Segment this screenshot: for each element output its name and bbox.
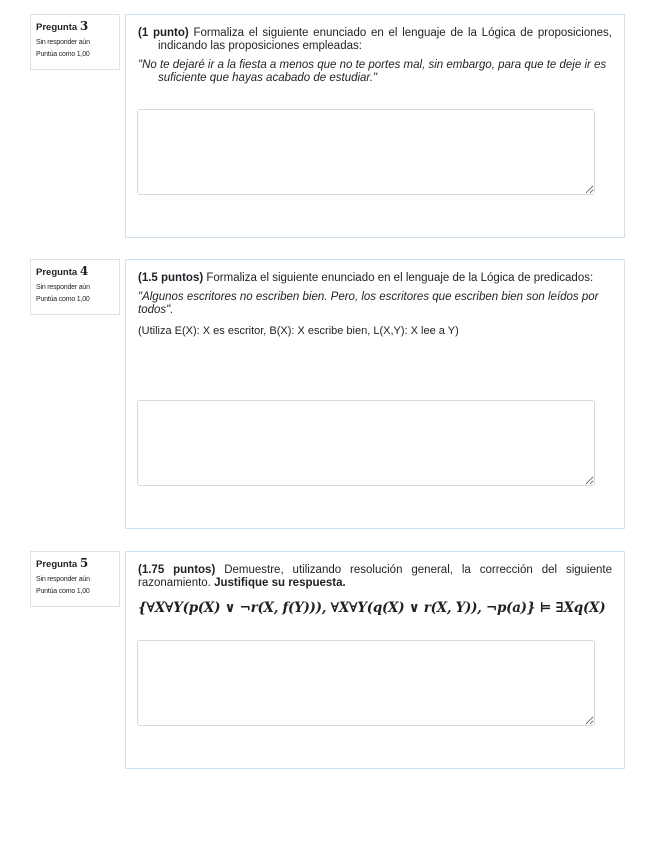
- question-statement: [138, 27, 612, 53]
- question-label: Pregunta: [36, 559, 78, 570]
- answer-textarea-3[interactable]: [137, 109, 595, 195]
- question-text: Formaliza el siguiente enunciado en el lenguaje de la Lógica de proposiciones, indicando las proposiciones empleadas:: [158, 27, 612, 52]
- question-text: Formaliza el siguiente enunciado en el lenguaje de la Lógica de predicados:: [203, 272, 594, 284]
- question-number: [36, 19, 114, 33]
- question-state: Sin responder aún: [36, 39, 90, 46]
- question-statement: [138, 564, 612, 590]
- answer-textarea-5[interactable]: [137, 640, 595, 726]
- question-content-5: [125, 551, 625, 769]
- question-number-value: 4: [79, 264, 89, 278]
- question-state: Sin responder aún: [36, 284, 90, 291]
- question-quote: "Algunos escritores no escriben bien. Pero, los escritores que escriben bien son leídos por todos".: [138, 291, 599, 316]
- question-grade: Puntúa como 1,00: [36, 588, 90, 595]
- question-number: [36, 556, 114, 570]
- question-formula: {∀X∀Y(p(X) ∨ ¬r(X, f(Y))), ∀X∀Y(q(X) ∨ r(X, Y)), ¬p(a)} ⊨ ∃Xq(X): [138, 600, 606, 616]
- question-number-value: 5: [79, 556, 89, 570]
- question-content-4: [125, 259, 625, 529]
- question-grade: Puntúa como 1,00: [36, 51, 90, 58]
- question-info-3: [30, 14, 120, 70]
- question-hint: (Utiliza E(X): X es escritor, B(X): X escribe bien, L(X,Y): X lee a Y): [138, 325, 459, 337]
- answer-textarea-4[interactable]: [137, 400, 595, 486]
- question-points: (1.75 puntos): [138, 564, 216, 576]
- question-emphasis: Justifique su respuesta.: [214, 577, 346, 589]
- question-statement: [138, 272, 612, 285]
- question-points: (1 punto): [138, 27, 189, 39]
- question-grade: Puntúa como 1,00: [36, 296, 90, 303]
- question-info-4: [30, 259, 120, 315]
- question-info-5: [30, 551, 120, 607]
- question-number: [36, 264, 114, 278]
- question-label: Pregunta: [36, 22, 78, 33]
- question-points: (1.5 puntos): [138, 272, 204, 284]
- question-state: Sin responder aún: [36, 576, 90, 583]
- question-quote: "No te dejaré ir a la fiesta a menos que no te portes mal, sin embargo, para que te deje ir es suficiente que hayas acabado de estudiar.": [138, 59, 607, 84]
- question-content-3: [125, 14, 625, 238]
- question-text: Demuestre, utilizando resolución general, la corrección del siguiente razonamiento.: [138, 564, 612, 589]
- question-number-value: 3: [79, 19, 89, 33]
- question-label: Pregunta: [36, 267, 78, 278]
